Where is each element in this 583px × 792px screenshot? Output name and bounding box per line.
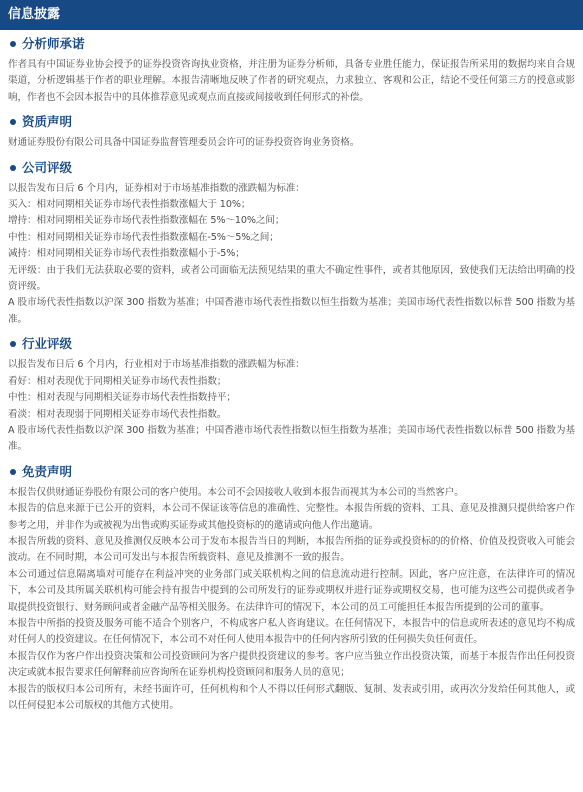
bullet-icon <box>10 119 16 125</box>
section-title-text: 行业评级 <box>22 336 73 352</box>
banner-title: 信息披露 <box>0 0 583 30</box>
section-qualification <box>0 113 583 151</box>
paragraph: 本报告中所指的投资及服务可能不适合个别客户，不构成客户私人咨询建议。在任何情况下，本报告中的信息或所表述的意见均不构成对任何人的投资建议。在任何情况下，本公司不对任何人使用本报告中的任何内容所引致的任何损失负任何责任。 <box>8 617 575 646</box>
section-title-text: 免责声明 <box>22 463 73 479</box>
rating-line: 中性：相对同期相关证券市场代表性指数涨幅在-5%～5%之间； <box>8 231 279 243</box>
section-title <box>8 335 575 353</box>
paragraph: 本报告所载的资料、意见及推测仅反映本公司于发布本报告当日的判断，本报告所指的证券或投资标的的价格、价值及投资收入可能会波动。在不同时期，本公司可发出与本报告所载资料、意见及推测不一致的报告。 <box>8 535 575 564</box>
section-title <box>8 159 575 177</box>
paragraph: A 股市场代表性指数以沪深 300 指数为基准；中国香港市场代表性指数以恒生指数为基准；美国市场代表性指数以标普 500 指数为基准。 <box>8 424 575 453</box>
paragraph: 财通证券股份有限公司具备中国证券监督管理委员会许可的证券投资咨询业务资格。 <box>8 137 360 149</box>
bullet-icon <box>10 469 16 475</box>
section-title <box>8 35 575 53</box>
bullet-icon <box>10 41 16 47</box>
paragraph: 本报告仅作为客户作出投资决策和公司投资顾问为客户提供投资建议的参考。客户应当独立作出投资决策，而基于本报告作出任何投资决定或就本报告要求任何解释前应咨询所在证券机构投资顾问和服务人员的意见； <box>8 650 575 679</box>
rating-line: 减持：相对同期相关证券市场代表性指数涨幅小于-5%； <box>8 248 245 260</box>
rating-line: 中性：相对表现与同期相关证券市场代表性指数持平； <box>8 392 236 404</box>
paragraph: A 股市场代表性指数以沪深 300 指数为基准；中国香港市场代表性指数以恒生指数为基准；美国市场代表性指数以标普 500 指数为基准。 <box>8 297 575 325</box>
section-analyst-commitment <box>0 35 583 106</box>
bullet-icon <box>10 341 16 347</box>
paragraph: 本报告仅供财通证券股份有限公司的客户使用。本公司不会因接收人收到本报告而视其为本公司的当然客户。 <box>8 486 464 498</box>
rating-line: 以报告发布日后 6 个月内，行业相对于市场基准指数的涨跌幅为标准： <box>8 359 305 371</box>
rating-line: 以报告发布日后 6 个月内，证券相对于市场基准指数的涨跌幅为标准： <box>8 182 305 194</box>
paragraph: 作者具有中国证券业协会授予的证券投资咨询执业资格，并注册为证券分析师，具备专业胜任能力，保证报告所采用的数据均来自合规渠道，分析逻辑基于作者的职业理解。本报告清晰地反映了作者的研究观点，力求独立、客观和公正，结论不受任何第三方的授意或影响，作者也不会因本报告中的具体推荐意见或观点而直接或间接收到任何形式的补偿。 <box>8 59 575 103</box>
section-title-text: 资质声明 <box>22 114 73 130</box>
rating-line: 买入：相对同期相关证券市场代表性指数涨幅大于 10%； <box>8 199 251 211</box>
section-title <box>8 113 575 131</box>
section-disclaimer <box>0 463 583 715</box>
paragraph: 无评级：由于我们无法获取必要的资料，或者公司面临无法预见结果的重大不确定性事件，或者其他原因，致使我们无法给出明确的投资评级。 <box>8 264 575 293</box>
rating-line: 看淡：相对表现弱于同期相关证券市场代表性指数。 <box>8 408 227 420</box>
paragraph: 本报告的信息来源于已公开的资料，本公司不保证该等信息的准确性、完整性。本报告所载的资料、工具、意见及推测只提供给客户作参考之用，并非作为或被视为出售或购买证券或其他投资标的的邀请或向他人作出邀请。 <box>8 503 575 531</box>
bullet-icon <box>10 165 16 171</box>
rating-line: 看好：相对表现优于同期相关证券市场代表性指数； <box>8 375 227 387</box>
section-title-text: 公司评级 <box>22 159 73 175</box>
section-title-text: 分析师承诺 <box>22 36 85 51</box>
section-company-rating <box>0 159 583 329</box>
paragraph: 本公司通过信息隔离墙对可能存在利益冲突的业务部门或关联机构之间的信息流动进行控制。因此，客户应注意，在法律许可的情况下，本公司及其所属关联机构可能会持有报告中提到的公司所发行的证券或期权并进行证券或期权交易，也可能为这些公司提供或者争取提供投资银行、财务顾问或者金融产品等相关服务。在法律许可的情况下，本公司的员工可能担任本报告所提到的公司的董事。 <box>8 568 575 613</box>
rating-line: 增持：相对同期相关证券市场代表性指数涨幅在 5%～10%之间； <box>8 215 285 227</box>
paragraph: 本报告的版权归本公司所有，未经书面许可，任何机构和个人不得以任何形式翻版、复制、发表或引用，或再次分发给任何其他人，或以任何侵犯本公司版权的其他方式使用。 <box>8 683 575 711</box>
section-industry-rating <box>0 335 583 455</box>
section-title <box>8 463 575 481</box>
